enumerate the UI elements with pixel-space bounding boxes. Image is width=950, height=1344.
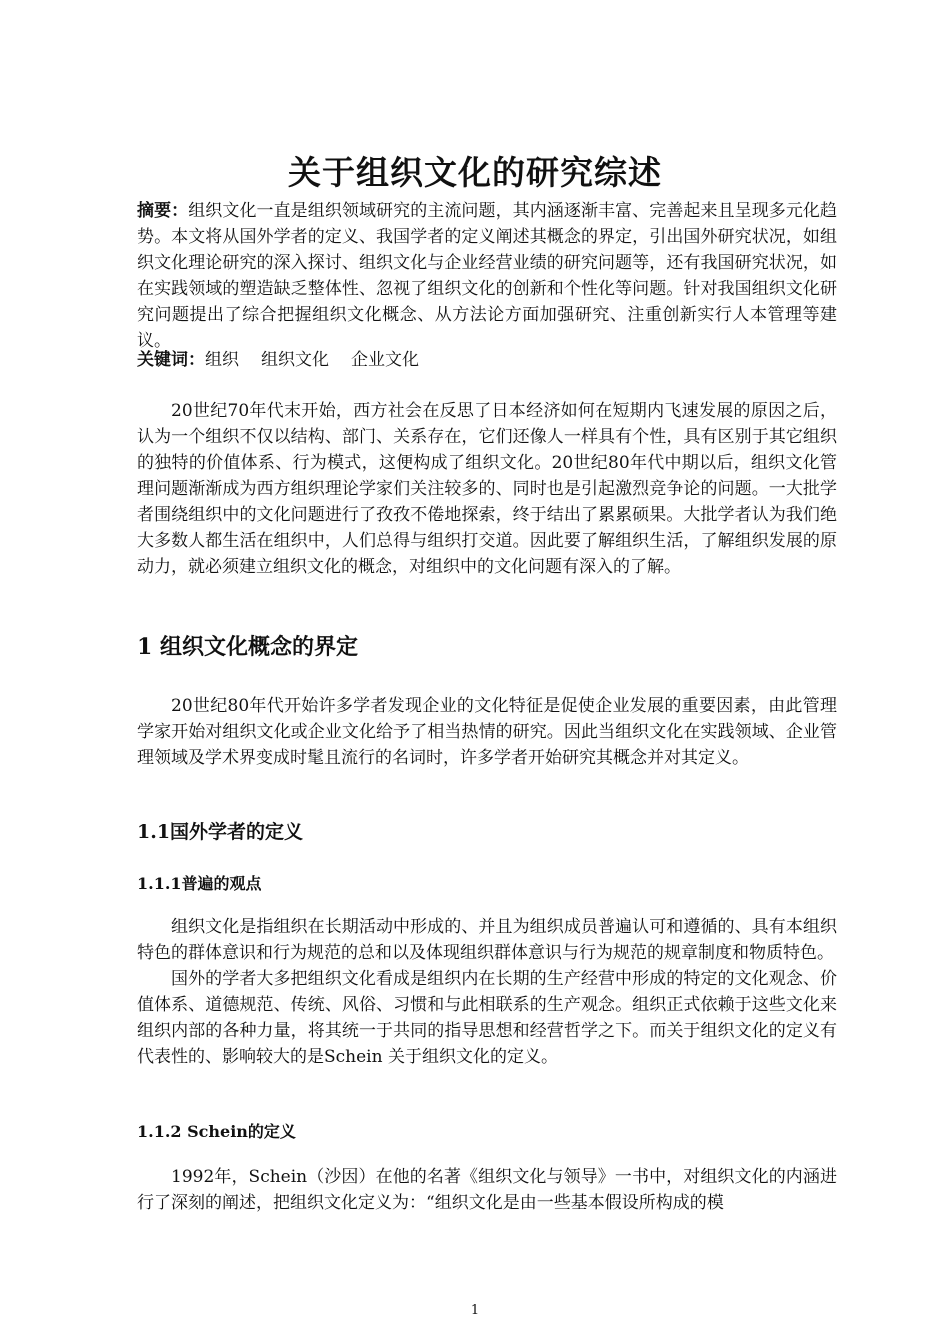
section-1-1-1-paragraph: 组织文化是指组织在长期活动中形成的、并且为组织成员普遍认可和遵循的、具有本组织特色的群体意识和行为规范的总和以及体现组织群体意识与行为规范的规章制度和物质特色。: [137, 917, 837, 963]
section-1-paragraph: 20世纪80年代开始许多学者发现企业的文化特征是促使企业发展的重要因素，由此管理学家开始对组织文化或企业文化给予了相当热情的研究。因此当组织文化在实践领域、企业管理领域及学术界变成时髦且流行的名词时，许多学者开始研究其概念并对其定义。: [137, 696, 837, 768]
abstract-text: 组织文化一直是组织领域研究的主流问题，其内涵逐渐丰富、完善起来且呈现多元化趋势。本文将从国外学者的定义、我国学者的定义阐述其概念的界定，引出国外研究状况，如组织文化理论研究的深入探讨、组织文化与企业经营业绩的研究问题等，还有我国研究状况，如在实践领域的塑造缺乏整体性、忽视了组织文化的创新和个性化等问题。针对我国组织文化研究问题提出了综合把握组织文化概念、从方法论方面加强研究、注重创新实行人本管理等建议。: [137, 201, 838, 351]
section-1-1-heading: 1.1国外学者的定义: [137, 821, 304, 843]
section-1-1-1-body: [137, 914, 837, 1070]
section-1-1-1-heading: 1.1.1普遍的观点: [137, 874, 262, 893]
keyword-item: 组织文化: [261, 350, 329, 370]
abstract: [137, 198, 837, 354]
section-1-1-2-heading: 1.1.2 Schein的定义: [137, 1122, 296, 1141]
keywords-label: 关键词：: [137, 350, 205, 370]
section-1-heading: 1 组织文化概念的界定: [137, 634, 358, 660]
keyword-item: 组织: [205, 350, 239, 370]
page-number: 1: [470, 1303, 480, 1318]
keyword-item: 企业文化: [351, 350, 419, 370]
section-1-1-2-paragraph: 1992年，Schein（沙因）在他的名著《组织文化与领导》一书中，对组织文化的内涵进行了深刻的阐述，把组织文化定义为：“组织文化是由一些基本假设所构成的模: [137, 1167, 837, 1213]
document-title: 关于组织文化的研究综述: [288, 153, 662, 192]
abstract-label: 摘要：: [137, 201, 189, 221]
intro-paragraph: 20世纪70年代末开始，西方社会在反思了日本经济如何在短期内飞速发展的原因之后，认为一个组织不仅以结构、部门、关系存在，它们还像人一样具有个性，具有区别于其它组织的独特的价值体系、行为模式，这便构成了组织文化。20世纪80年代中期以后，组织文化管理问题渐渐成为西方组织理论学家们关注较多的、同时也是引起激烈竞争论的问题。一大批学者围绕组织中的文化问题进行了孜孜不倦地探索，终于结出了累累硕果。大批学者认为我们绝大多数人都生活在组织中，人们总得与组织打交道。因此要了解组织生活，了解组织发展的原动力，就必须建立组织文化的概念，对组织中的文化问题有深入的了解。: [137, 401, 837, 577]
keywords: [137, 347, 837, 373]
section-1-1-1-paragraph: 国外的学者大多把组织文化看成是组织内在长期的生产经营中形成的特定的文化观念、价值体系、道德规范、传统、风俗、习惯和与此相联系的生产观念。组织正式依赖于这些文化来组织内部的各种力量，将其统一于共同的指导思想和经营哲学之下。而关于组织文化的定义有代表性的、影响较大的是Schein 关于组织文化的定义。: [137, 969, 837, 1067]
